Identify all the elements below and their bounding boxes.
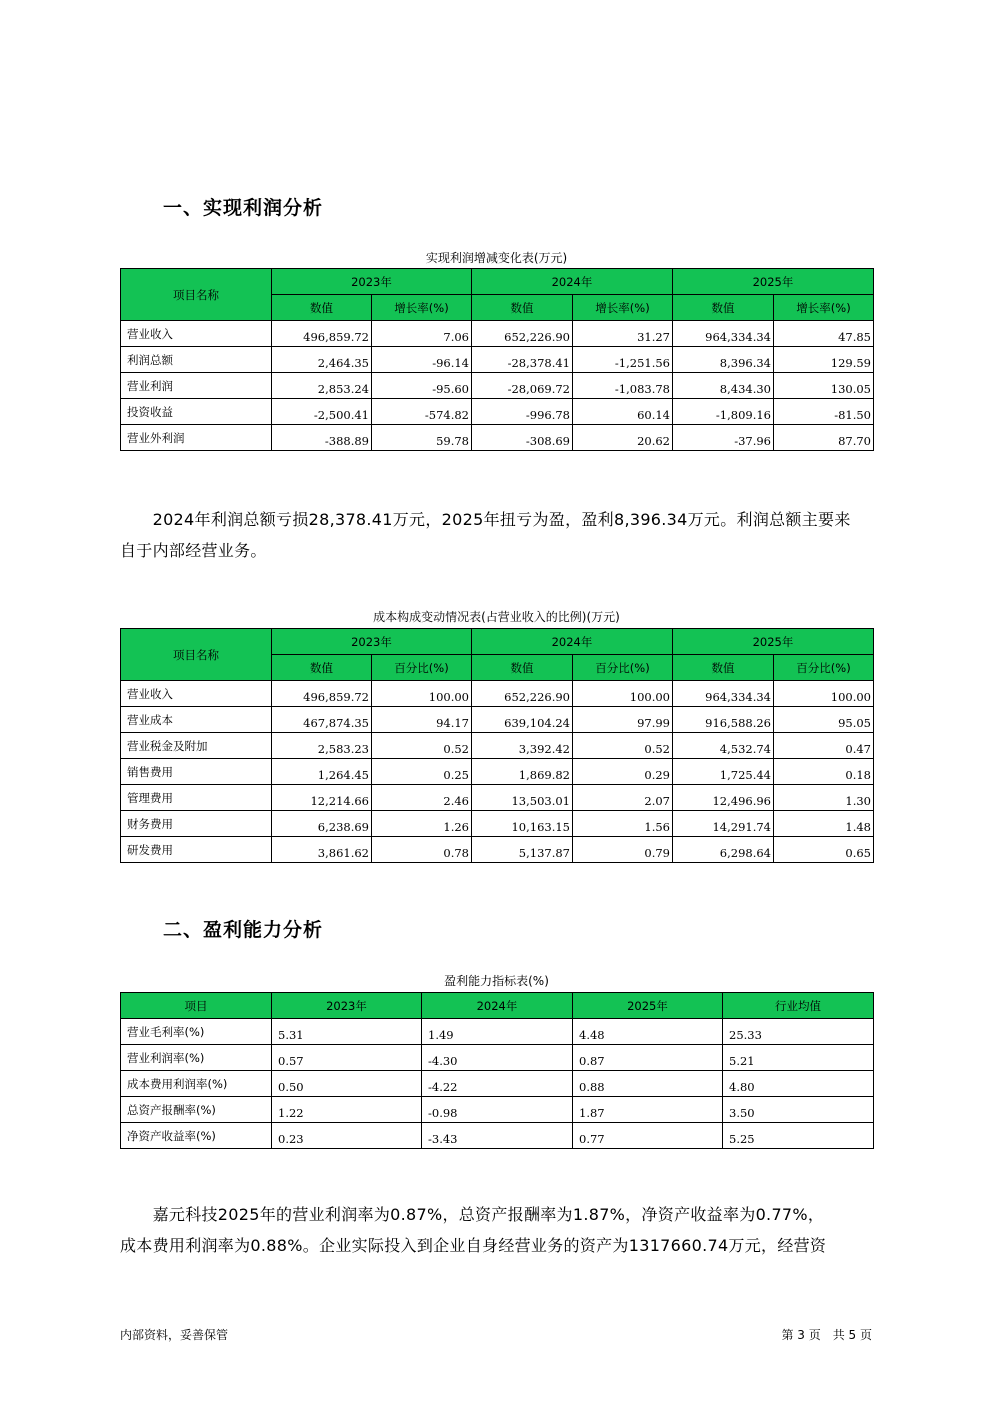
table-cell: -1,809.16 (673, 399, 774, 425)
table-cell: 100.00 (573, 681, 673, 707)
table-cell: 2.07 (573, 785, 673, 811)
table-cell: -2,500.41 (272, 399, 372, 425)
row-label: 营业收入 (121, 681, 272, 707)
table-cell: -0.98 (422, 1097, 573, 1123)
table-cell: 0.47 (774, 733, 874, 759)
table-cell: -96.14 (372, 347, 472, 373)
table-cell: 1.48 (774, 811, 874, 837)
profitability-table (120, 992, 874, 1149)
col-header-name: 项目名称 (121, 629, 272, 681)
table-row (121, 399, 874, 425)
table-cell: 5.31 (272, 1019, 422, 1045)
paragraph-line: 嘉元科技2025年的营业利润率为0.87%，总资产报酬率为1.87%，净资产收益率为0.77%， (120, 1205, 825, 1224)
table-cell: -81.50 (774, 399, 874, 425)
col-header-value: 数值 (472, 295, 573, 321)
col-header-item: 项目 (121, 993, 272, 1019)
table-row (121, 347, 874, 373)
table-cell: 964,334.34 (673, 681, 774, 707)
table3-caption: 盈利能力指标表(%) (444, 974, 549, 988)
table-row (121, 321, 874, 347)
table-row (121, 707, 874, 733)
table-cell: 100.00 (372, 681, 472, 707)
table-cell: -1,083.78 (573, 373, 673, 399)
table-cell: 2,853.24 (272, 373, 372, 399)
col-header-value: 数值 (673, 295, 774, 321)
table-cell: 2.46 (372, 785, 472, 811)
table-cell: 3,861.62 (272, 837, 372, 863)
table-cell: 0.52 (573, 733, 673, 759)
table-header-row (121, 993, 874, 1019)
table-cell: 1,264.45 (272, 759, 372, 785)
row-label: 营业利润率(%) (121, 1045, 272, 1071)
table-row (121, 733, 874, 759)
table-cell: 2,583.23 (272, 733, 372, 759)
paragraph-line: 2024年利润总额亏损28,378.41万元，2025年扭亏为盈，盈利8,396.34万元。利润总额主要来 (120, 510, 851, 529)
table-cell: 0.18 (774, 759, 874, 785)
table2-caption: 成本构成变动情况表(占营业收入的比例)(万元) (373, 610, 620, 624)
table-cell: 1.49 (422, 1019, 573, 1045)
table-cell: 467,874.35 (272, 707, 372, 733)
table-cell: 10,163.15 (472, 811, 573, 837)
footer-page-number: 第 3 页 共 5 页 (781, 1328, 872, 1342)
table-cell: 14,291.74 (673, 811, 774, 837)
table-cell: 7.06 (372, 321, 472, 347)
table-cell: 5.21 (723, 1045, 874, 1071)
table-cell: 87.70 (774, 425, 874, 451)
table-cell: 31.27 (573, 321, 673, 347)
col-header-year: 2025年 (573, 993, 723, 1019)
profit-paragraph (120, 504, 880, 566)
cost-structure-table (120, 628, 874, 863)
table-row (121, 373, 874, 399)
table-row (121, 425, 874, 451)
table-cell: 1.26 (372, 811, 472, 837)
row-label: 营业毛利率(%) (121, 1019, 272, 1045)
table-cell: 6,298.64 (673, 837, 774, 863)
table-cell: 129.59 (774, 347, 874, 373)
row-label: 营业利润 (121, 373, 272, 399)
table-cell: 1.87 (573, 1097, 723, 1123)
table-cell: 8,434.30 (673, 373, 774, 399)
row-label: 净资产收益率(%) (121, 1123, 272, 1149)
table-cell: 130.05 (774, 373, 874, 399)
table-cell: 1,869.82 (472, 759, 573, 785)
table-row (121, 1123, 874, 1149)
table-cell: 94.17 (372, 707, 472, 733)
table-cell: 4.80 (723, 1071, 874, 1097)
table-cell: 964,334.34 (673, 321, 774, 347)
col-header-year: 2024年 (472, 629, 673, 655)
col-header-name: 项目名称 (121, 269, 272, 321)
row-label: 总资产报酬率(%) (121, 1097, 272, 1123)
table-cell: 652,226.90 (472, 321, 573, 347)
table-header-row (121, 629, 874, 655)
paragraph-line: 自于内部经营业务。 (120, 541, 267, 560)
table-cell: 0.29 (573, 759, 673, 785)
col-header-value: 数值 (472, 655, 573, 681)
table-cell: -95.60 (372, 373, 472, 399)
col-header-year: 2023年 (272, 993, 422, 1019)
table-cell: 1.56 (573, 811, 673, 837)
profit-change-table (120, 268, 874, 451)
table-row (121, 1071, 874, 1097)
table-cell: 20.62 (573, 425, 673, 451)
table-cell: 97.99 (573, 707, 673, 733)
table-header-row (121, 269, 874, 295)
table-cell: 0.77 (573, 1123, 723, 1149)
col-header-percent: 百分比(%) (774, 655, 874, 681)
table-cell: -4.30 (422, 1045, 573, 1071)
table-cell: 13,503.01 (472, 785, 573, 811)
section-title-profit: 一、实现利润分析 (163, 197, 324, 219)
table-row (121, 681, 874, 707)
table-cell: 6,238.69 (272, 811, 372, 837)
col-header-percent: 百分比(%) (372, 655, 472, 681)
table-cell: 0.65 (774, 837, 874, 863)
table-cell: -308.69 (472, 425, 573, 451)
table-cell: 100.00 (774, 681, 874, 707)
table-cell: 496,859.72 (272, 321, 372, 347)
row-label: 销售费用 (121, 759, 272, 785)
table-cell: 0.23 (272, 1123, 422, 1149)
table-cell: 3.50 (723, 1097, 874, 1123)
table-cell: 59.78 (372, 425, 472, 451)
table-cell: -388.89 (272, 425, 372, 451)
section-title-profitability: 二、盈利能力分析 (163, 919, 324, 941)
row-label: 管理费用 (121, 785, 272, 811)
table-cell: 1.30 (774, 785, 874, 811)
table-cell: 5,137.87 (472, 837, 573, 863)
col-header-year: 2025年 (673, 269, 874, 295)
table-cell: 8,396.34 (673, 347, 774, 373)
col-header-value: 数值 (272, 295, 372, 321)
row-label: 营业收入 (121, 321, 272, 347)
table-cell: -1,251.56 (573, 347, 673, 373)
row-label: 成本费用利润率(%) (121, 1071, 272, 1097)
table-cell: 47.85 (774, 321, 874, 347)
table-cell: 0.87 (573, 1045, 723, 1071)
table-cell: -4.22 (422, 1071, 573, 1097)
table-cell: 3,392.42 (472, 733, 573, 759)
table-cell: 25.33 (723, 1019, 874, 1045)
table-cell: 5.25 (723, 1123, 874, 1149)
table-cell: -996.78 (472, 399, 573, 425)
table-cell: 95.05 (774, 707, 874, 733)
table-cell: 652,226.90 (472, 681, 573, 707)
col-header-growth: 增长率(%) (573, 295, 673, 321)
table-cell: 639,104.24 (472, 707, 573, 733)
row-label: 营业外利润 (121, 425, 272, 451)
table-row (121, 759, 874, 785)
col-header-value: 数值 (272, 655, 372, 681)
col-header-year: 2023年 (272, 629, 472, 655)
col-header-growth: 增长率(%) (774, 295, 874, 321)
table-cell: 496,859.72 (272, 681, 372, 707)
col-header-year: 2024年 (422, 993, 573, 1019)
table-cell: -28,378.41 (472, 347, 573, 373)
table-cell: 1.22 (272, 1097, 422, 1123)
paragraph-line: 成本费用利润率为0.88%。企业实际投入到企业自身经营业务的资产为1317660.74万元，经营资 (120, 1236, 827, 1255)
footer-confidential: 内部资料，妥善保管 (120, 1328, 229, 1342)
table-row (121, 1019, 874, 1045)
table-cell: 1,725.44 (673, 759, 774, 785)
col-header-percent: 百分比(%) (573, 655, 673, 681)
table-row (121, 837, 874, 863)
col-header-year: 2024年 (472, 269, 673, 295)
row-label: 营业税金及附加 (121, 733, 272, 759)
table-cell: -574.82 (372, 399, 472, 425)
table-cell: 0.50 (272, 1071, 422, 1097)
row-label: 利润总额 (121, 347, 272, 373)
table-cell: 916,588.26 (673, 707, 774, 733)
col-header-year: 2025年 (673, 629, 874, 655)
table-cell: 0.52 (372, 733, 472, 759)
table-row (121, 1045, 874, 1071)
table1-caption: 实现利润增减变化表(万元) (425, 251, 568, 265)
row-label: 财务费用 (121, 811, 272, 837)
table-cell: 0.57 (272, 1045, 422, 1071)
row-label: 投资收益 (121, 399, 272, 425)
table-cell: 60.14 (573, 399, 673, 425)
table-cell: 0.79 (573, 837, 673, 863)
table-cell: 0.88 (573, 1071, 723, 1097)
table-cell: 2,464.35 (272, 347, 372, 373)
col-header-year: 2023年 (272, 269, 472, 295)
table-cell: 0.25 (372, 759, 472, 785)
table-cell: 4,532.74 (673, 733, 774, 759)
col-header-growth: 增长率(%) (372, 295, 472, 321)
col-header-industry-avg: 行业均值 (723, 993, 874, 1019)
table-cell: 4.48 (573, 1019, 723, 1045)
row-label: 研发费用 (121, 837, 272, 863)
table-cell: 12,496.96 (673, 785, 774, 811)
table-cell: -37.96 (673, 425, 774, 451)
table-row (121, 1097, 874, 1123)
table-cell: 0.78 (372, 837, 472, 863)
profitability-paragraph (120, 1199, 880, 1261)
table-row (121, 811, 874, 837)
table-row (121, 785, 874, 811)
table-cell: -28,069.72 (472, 373, 573, 399)
row-label: 营业成本 (121, 707, 272, 733)
col-header-value: 数值 (673, 655, 774, 681)
table-cell: 12,214.66 (272, 785, 372, 811)
table-cell: -3.43 (422, 1123, 573, 1149)
